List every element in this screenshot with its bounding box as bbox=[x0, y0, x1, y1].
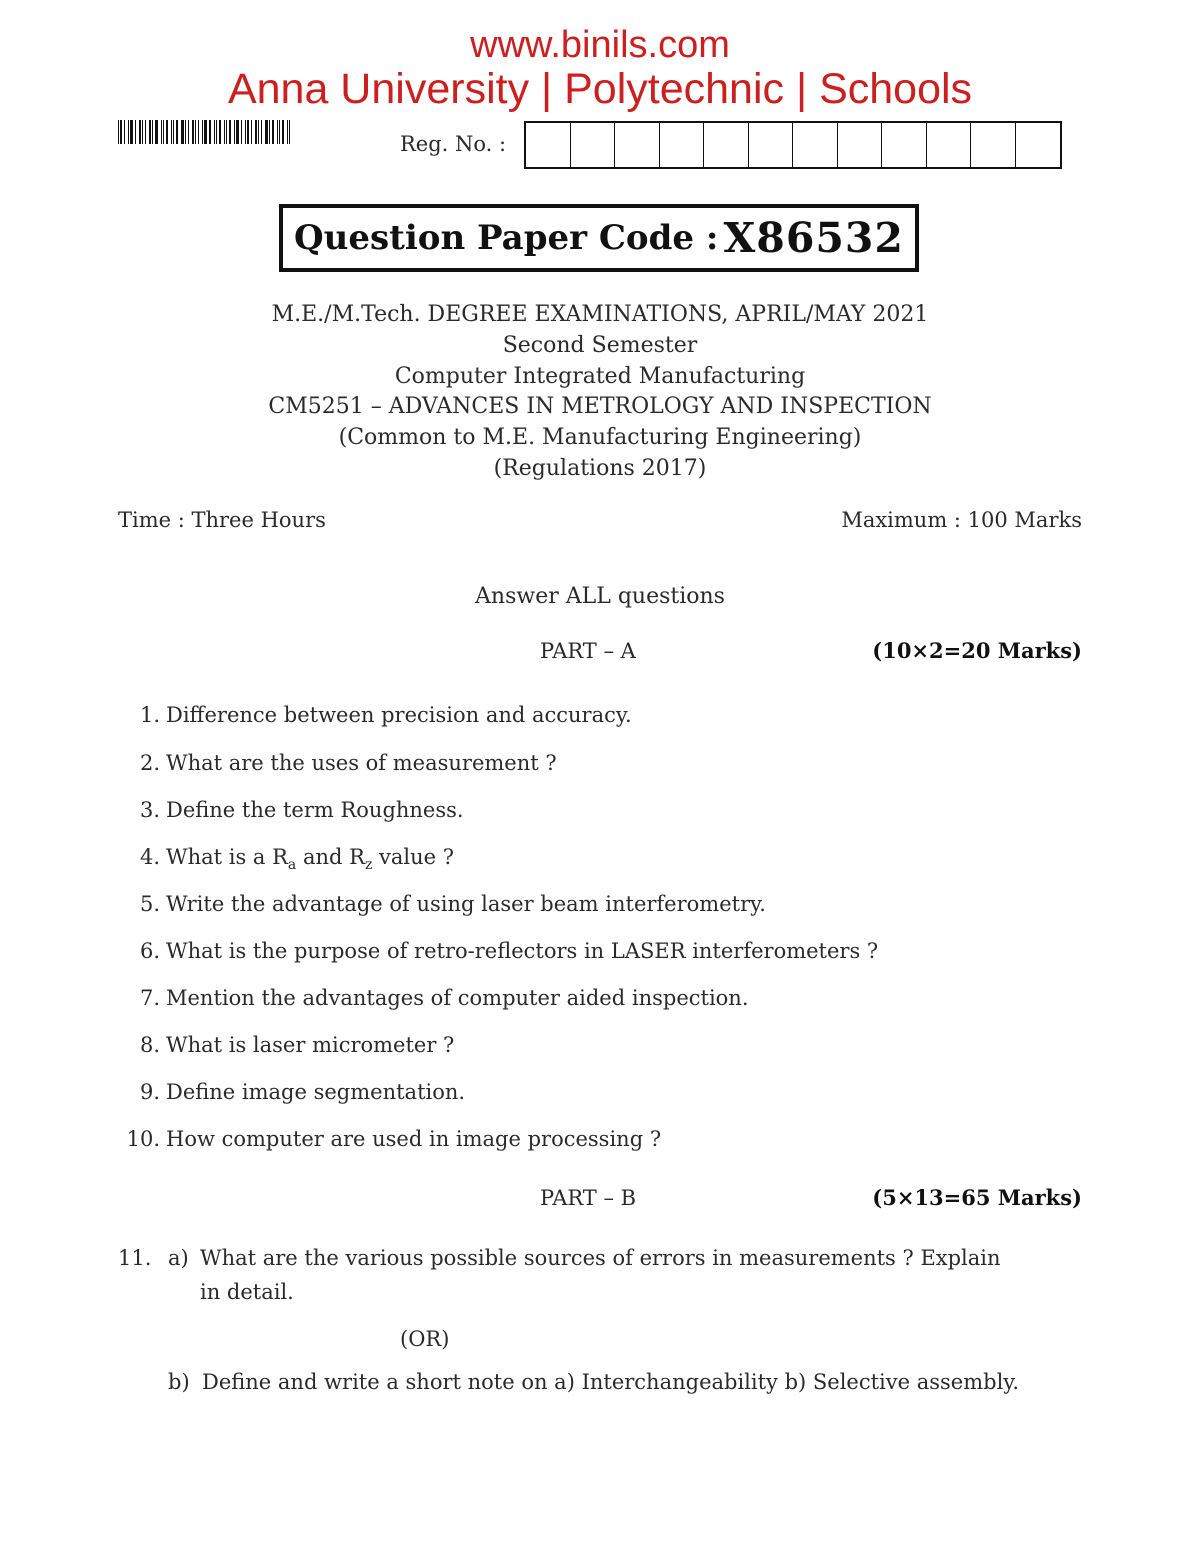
barcode-bar bbox=[216, 120, 217, 144]
reg-no-boxes bbox=[524, 121, 1062, 169]
reg-no-box bbox=[749, 123, 794, 167]
question-text: How computer are used in image processing ? bbox=[166, 1127, 662, 1151]
question-5 bbox=[116, 889, 1096, 919]
question-11-or: (OR) bbox=[400, 1327, 450, 1351]
barcode-bar bbox=[188, 120, 189, 144]
question-text: Write the advantage of using laser beam interferometry. bbox=[166, 892, 766, 916]
question-text-pre: What is a R bbox=[166, 845, 288, 869]
question-11b-label: b) bbox=[168, 1370, 190, 1394]
exam-semester: Second Semester bbox=[502, 333, 698, 358]
reg-no-box bbox=[1016, 123, 1061, 167]
exam-max-marks: Maximum : 100 Marks bbox=[841, 508, 1082, 532]
barcode-bar bbox=[287, 120, 288, 144]
watermark-tagline: Anna University | Polytechnic | Schools bbox=[227, 65, 973, 113]
barcode-bar bbox=[282, 120, 284, 144]
barcode-bar bbox=[185, 120, 186, 144]
question-number: 9. bbox=[139, 1080, 160, 1104]
barcode-bar bbox=[173, 120, 174, 144]
barcode-bar bbox=[118, 120, 119, 144]
question-3 bbox=[116, 795, 1096, 825]
barcode-bar bbox=[272, 120, 274, 144]
barcode-bar bbox=[198, 120, 199, 144]
question-10 bbox=[116, 1124, 1096, 1154]
barcode-bar bbox=[204, 120, 207, 144]
exam-time: Time : Three Hours bbox=[118, 508, 326, 532]
question-number: 7. bbox=[139, 986, 160, 1010]
watermark-url: www.binils.com bbox=[470, 24, 730, 66]
question-8 bbox=[116, 1030, 1096, 1060]
question-number: 4. bbox=[139, 845, 160, 869]
barcode-bar bbox=[214, 120, 215, 144]
barcode-bar bbox=[229, 120, 231, 144]
barcode-bar bbox=[145, 120, 146, 144]
question-11-number: 11. bbox=[118, 1246, 152, 1270]
question-number: 3. bbox=[139, 798, 160, 822]
exam-title: M.E./M.Tech. DEGREE EXAMINATIONS, APRIL/MAY 2021 bbox=[271, 302, 929, 327]
barcode-bar bbox=[265, 120, 268, 144]
question-number: 5. bbox=[139, 892, 160, 916]
question-11a-text-line1: What are the various possible sources of errors in measurements ? Explain bbox=[200, 1246, 1001, 1270]
barcode-bar bbox=[224, 120, 225, 144]
subscript-z: z bbox=[364, 857, 373, 874]
barcode-bar bbox=[142, 120, 143, 144]
question-4 bbox=[116, 842, 1096, 880]
question-11b-text: Define and write a short note on a) Interchangeability b) Selective assembly. bbox=[202, 1370, 1020, 1394]
barcode-bar bbox=[181, 120, 184, 144]
barcode-bar bbox=[279, 120, 280, 144]
barcode-bar bbox=[209, 120, 211, 144]
question-2 bbox=[116, 748, 1096, 778]
barcode-bar bbox=[251, 120, 252, 144]
question-text: Define the term Roughness. bbox=[166, 798, 464, 822]
barcode-bar bbox=[163, 120, 164, 144]
barcode-bar bbox=[241, 120, 242, 144]
barcode-bar bbox=[149, 120, 151, 144]
barcode-bar bbox=[255, 120, 257, 144]
reg-no-box bbox=[971, 123, 1016, 167]
question-text: Difference between precision and accuracy. bbox=[166, 703, 632, 727]
barcode-bar bbox=[130, 120, 133, 144]
question-7 bbox=[116, 983, 1096, 1013]
barcode-bar bbox=[128, 120, 129, 144]
exam-regulations: (Regulations 2017) bbox=[493, 456, 707, 481]
barcode-bar bbox=[226, 120, 227, 144]
question-number: 2. bbox=[139, 751, 160, 775]
barcode-bar bbox=[289, 120, 290, 144]
question-11a-label: a) bbox=[168, 1246, 189, 1270]
question-number: 6. bbox=[139, 939, 160, 963]
barcode-bar bbox=[236, 120, 239, 144]
barcode-bar bbox=[135, 120, 136, 144]
question-9 bbox=[116, 1077, 1096, 1107]
barcode-bar bbox=[171, 120, 172, 144]
question-number: 8. bbox=[139, 1033, 160, 1057]
question-text-post: value ? bbox=[372, 845, 454, 869]
barcode-bar bbox=[261, 120, 262, 144]
reg-no-label: Reg. No. : bbox=[400, 132, 507, 156]
exam-common-to: (Common to M.E. Manufacturing Engineering) bbox=[338, 425, 862, 450]
barcode-bar bbox=[219, 120, 221, 144]
reg-no-box bbox=[571, 123, 616, 167]
question-text: Define image segmentation. bbox=[166, 1080, 466, 1104]
reg-no-box bbox=[615, 123, 660, 167]
barcode-bar bbox=[195, 120, 196, 144]
barcode-bar bbox=[152, 120, 153, 144]
barcode-bar bbox=[258, 120, 259, 144]
barcode-bar bbox=[234, 120, 235, 144]
question-6 bbox=[116, 936, 1096, 966]
reg-no-box bbox=[660, 123, 705, 167]
barcode-bar bbox=[192, 120, 194, 144]
part-b-marks: (5×13=65 Marks) bbox=[872, 1185, 1082, 1210]
question-text: What is laser micrometer ? bbox=[166, 1033, 455, 1057]
barcode-bar bbox=[161, 120, 162, 144]
reg-no-box bbox=[882, 123, 927, 167]
question-paper-code-box bbox=[279, 204, 919, 272]
question-11a-text-line2: in detail. bbox=[200, 1280, 294, 1304]
reg-no-box bbox=[526, 123, 571, 167]
reg-no-box bbox=[838, 123, 883, 167]
reg-no-box bbox=[793, 123, 838, 167]
question-number: 1. bbox=[139, 703, 160, 727]
reg-no-box bbox=[704, 123, 749, 167]
barcode-bar bbox=[269, 120, 270, 144]
subscript-a: a bbox=[287, 857, 297, 874]
reg-no-box bbox=[927, 123, 972, 167]
barcode-bar bbox=[176, 120, 178, 144]
part-a-title: PART – A bbox=[540, 639, 636, 663]
barcode-bar bbox=[202, 120, 203, 144]
barcode-bar bbox=[247, 120, 249, 144]
exam-programme: Computer Integrated Manufacturing bbox=[394, 364, 806, 389]
barcode-bar bbox=[245, 120, 246, 144]
question-text: What is the purpose of retro-reflectors in LASER interferometers ? bbox=[166, 939, 879, 963]
barcode-bar bbox=[120, 120, 122, 144]
question-paper-code-label: Question Paper Code : bbox=[294, 218, 719, 258]
barcode-bar bbox=[124, 120, 125, 144]
exam-instruction: Answer ALL questions bbox=[475, 584, 725, 609]
question-1 bbox=[116, 700, 1096, 730]
question-text-mid: and R bbox=[296, 845, 365, 869]
barcode-bar bbox=[139, 120, 141, 144]
barcode-bar bbox=[166, 120, 168, 144]
barcode-image bbox=[118, 120, 294, 144]
part-a-marks: (10×2=20 Marks) bbox=[872, 638, 1082, 663]
exam-course: CM5251 – ADVANCES IN METROLOGY AND INSPECTION bbox=[268, 394, 932, 419]
question-text: What are the uses of measurement ? bbox=[166, 751, 557, 775]
question-number: 10. bbox=[126, 1127, 160, 1151]
barcode-bar bbox=[277, 120, 278, 144]
part-b-title: PART – B bbox=[540, 1186, 637, 1210]
question-text: Mention the advantages of computer aided inspection. bbox=[166, 986, 749, 1010]
barcode-bar bbox=[155, 120, 158, 144]
question-paper-code: X86532 bbox=[723, 214, 904, 262]
